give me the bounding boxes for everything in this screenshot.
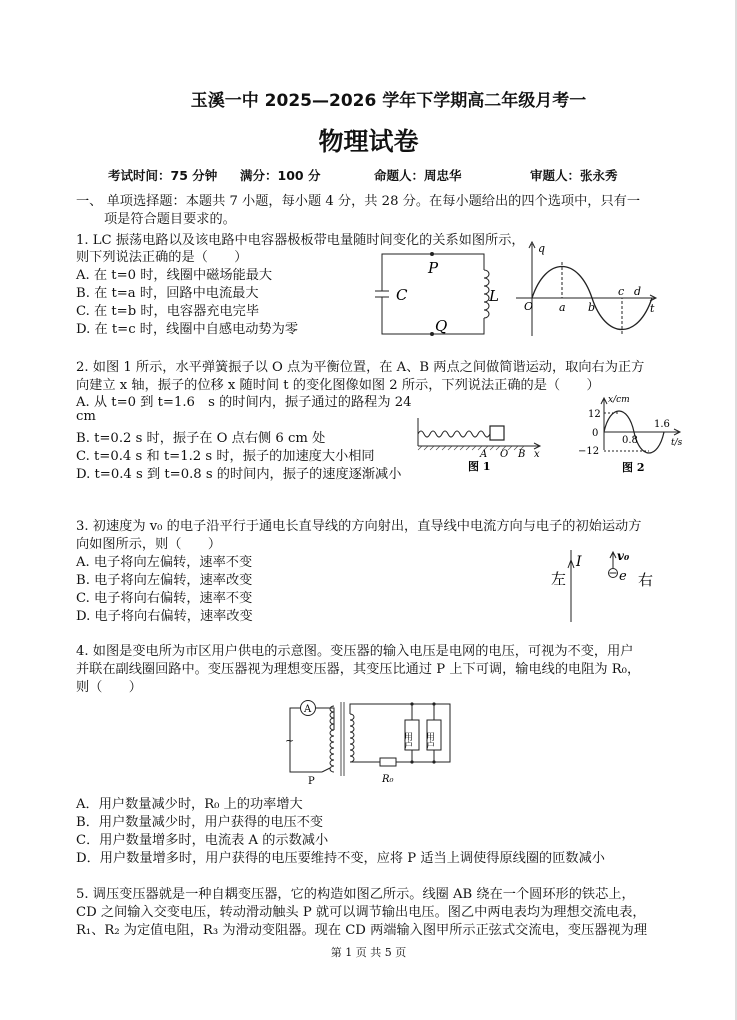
graph-b: b [588, 301, 596, 314]
label-right: 右 [638, 571, 654, 589]
fig2-neg12: −12 [578, 446, 600, 457]
q4-option-c: C．用户数量增多时，电流表 A 的示数减小 [76, 833, 329, 848]
q2-stem-line1: 2. 如图 1 所示，水平弹簧振子以 O 点为平衡位置，在 A、B 两点之间做简谐运动，取向右为正方 [76, 360, 645, 375]
q2-option-a: A. 从 t=0 到 t=1.6 s 的时间内，振子通过的路程为 24 [76, 395, 412, 410]
q4-stem-line2: 并联在副线圈回路中。变压器视为理想变压器，其变压比通过 P 上下可调，输电线的电阻为 R₀， [76, 662, 641, 677]
fig2-08: 0.8 [622, 435, 638, 446]
section-heading-line2: 项是符合题目要求的。 [104, 212, 236, 227]
q2-option-b: B. t=0.2 s 时，振子在 O 点右侧 6 cm 处 [76, 431, 326, 446]
label-current: I [576, 554, 582, 570]
q1-option-d: D. 在 t=c 时，线圈中自感电动势为零 [76, 322, 299, 337]
fig2-caption: 图 2 [622, 461, 645, 474]
q5-line1: 5. 调压变压器就是一种自耦变压器，它的构造如图乙所示。线圈 AB 绕在一个圆环形的铁芯上， [76, 887, 635, 902]
q4-stem-line1: 4. 如图是变电所为市区用户供电的示意图。变压器的输入电压是电网的电压，可视为不变，用户 [76, 644, 634, 659]
user-load-1: 用户 [402, 732, 412, 750]
label-v0: v₀ [617, 549, 630, 563]
q5-line2: CD 之间输入交变电压，转动滑动触头 P 就可以调节输出电压。图乙中两电表均为理想交流电表， [76, 905, 646, 920]
fig1-x: x [534, 449, 540, 460]
q4-stem-line3: 则（ ） [76, 680, 142, 695]
q1-stem-line1: 1. LC 振荡电路以及该电路中电容器极板带电量随时间变化的关系如图所示， [76, 233, 525, 248]
label-electron: e [619, 569, 627, 584]
q5-line3: R₁、R₂ 为定值电阻，R₃ 为滑动变阻器。现在 CD 两端输入图甲所示正弦式交流电，变压器视为理 [76, 923, 648, 938]
q1-option-b: B. 在 t=a 时，回路中电流最大 [76, 286, 259, 301]
q4-transformer-figure [280, 694, 456, 790]
fig1-o: O [500, 449, 509, 460]
label-p: P [428, 259, 439, 277]
graph-c: c [618, 285, 625, 298]
q4-option-b: B．用户数量减少时，用户获得的电压不变 [76, 815, 324, 830]
q2-option-d: D. t=0.4 s 到 t=0.8 s 的时间内，振子的速度逐渐减小 [76, 467, 402, 482]
fig2-16: 1.6 [654, 419, 670, 430]
exam-time: 考试时间：75 分钟 [108, 168, 218, 183]
q1-charge-graph [512, 240, 662, 340]
fig2-y-label: x/cm [608, 395, 630, 405]
section-heading-line1: 一、 单项选择题：本题共 7 小题，每小题 4 分，共 28 分。在每小题给出的四个选项中，只有一 [76, 194, 641, 209]
fig1-a: A [480, 449, 488, 460]
q2-option-a-cont: cm [76, 409, 96, 424]
fig2-0: 0 [592, 428, 599, 439]
graph-a: a [559, 301, 566, 314]
exam-reviewer: 审题人：张永秀 [530, 168, 618, 183]
fig1-caption: 图 1 [468, 460, 491, 473]
subject-title: 物理试卷 [318, 127, 419, 156]
graph-d: d [634, 285, 642, 298]
q3-option-c: C. 电子将向右偏转，速率不变 [76, 591, 253, 606]
r0-label: R₀ [382, 774, 394, 785]
exam-author: 命题人：周忠华 [374, 168, 462, 183]
fig1-b: B [518, 449, 526, 460]
graph-q-label: q [538, 242, 546, 255]
q3-stem-line1: 3. 初速度为 v₀ 的电子沿平行于通电长直导线的方向射出，直导线中电流方向与电子的初始运动方 [76, 519, 642, 534]
exam-score: 满分：100 分 [240, 168, 321, 183]
label-left: 左 [551, 570, 567, 588]
label-q: Q [435, 317, 448, 335]
q4-option-a: A．用户数量减少时，R₀ 上的功率增大 [76, 797, 303, 812]
ammeter-label: A [304, 704, 312, 715]
graph-t: t [650, 302, 655, 315]
graph-origin: O [524, 300, 534, 313]
q3-option-b: B. 电子将向左偏转，速率改变 [76, 573, 253, 588]
q1-option-c: C. 在 t=b 时，电容器充电完毕 [76, 304, 260, 319]
q2-figure-2 [574, 392, 686, 476]
q2-figure-1 [414, 412, 544, 474]
q2-stem-line2: 向建立 x 轴，振子的位移 x 随时间 t 的变化图像如图 2 所示，下列说法正确的是（ ） [76, 378, 600, 393]
q3-option-a: A. 电子将向左偏转，速率不变 [76, 555, 253, 570]
label-c: C [396, 286, 408, 304]
q1-stem-line2: 则下列说法正确的是（ ） [76, 250, 248, 265]
tap-p-label: P [308, 776, 315, 787]
q2-option-c: C. t=0.4 s 和 t=1.2 s 时，振子的加速度大小相同 [76, 449, 375, 464]
q3-wire-figure [546, 548, 666, 624]
q3-stem-line2: 向如图所示，则（ ） [76, 537, 222, 552]
school-title: 玉溪一中 2025—2026 学年下学期高二年级月考一 [190, 91, 587, 111]
q1-lc-circuit [372, 244, 499, 344]
fig2-t-label: t/s [671, 438, 683, 448]
q1-option-a: A. 在 t=0 时，线圈中磁场能最大 [76, 268, 273, 283]
user-load-2: 用户 [424, 732, 434, 750]
q3-option-d: D. 电子将向右偏转，速率改变 [76, 609, 253, 624]
page-footer: 第 1 页 共 5 页 [330, 946, 407, 959]
ac-source-icon: ~ [285, 734, 295, 747]
fig2-12: 12 [588, 409, 601, 420]
q4-option-d: D．用户数量增多时，用户获得的电压要维持不变，应将 P 适当上调使得原线圈的匝数减小 [76, 851, 605, 866]
label-l: L [489, 287, 499, 305]
